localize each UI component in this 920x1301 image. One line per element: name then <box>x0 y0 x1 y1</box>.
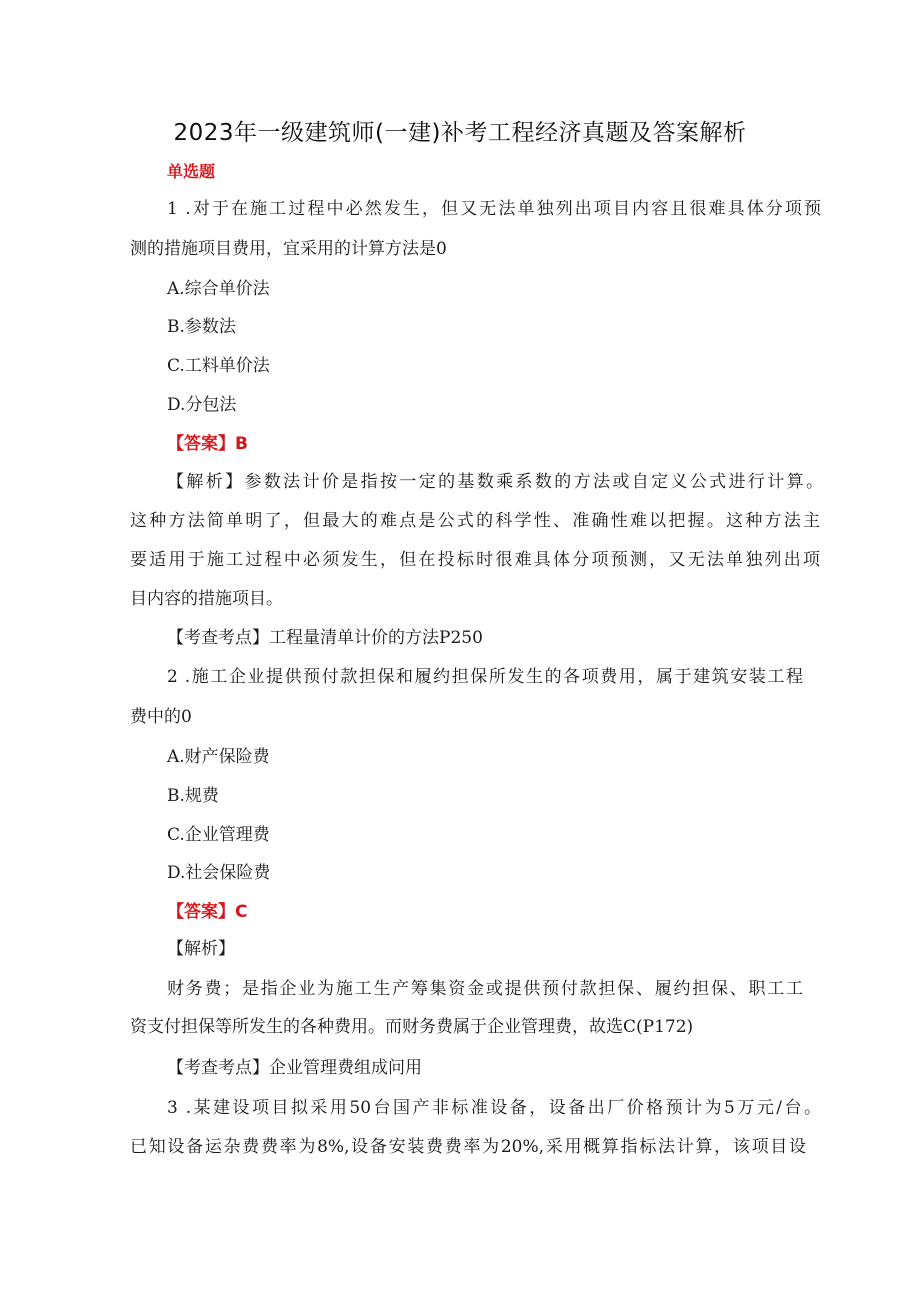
question-2-analysis-label: 【解析】 <box>167 939 235 959</box>
question-3-stem-line-2: 已知设备运杂费费率为8%,设备安装费费率为20%,采用概算指标法计算，该项目设 <box>130 1137 806 1157</box>
question-2-analysis-line-2: 资支付担保等所发生的各种费用。而财务费属于企业管理费，故选C(P172) <box>130 1017 694 1037</box>
question-2-answer: 【答案】C <box>167 902 248 922</box>
question-1-stem-line-1: 1 .对于在施工过程中必然发生，但又无法单独列出项目内容且很难具体分项预 <box>167 199 821 219</box>
question-2-option-b: B.规费 <box>167 786 219 806</box>
question-1-option-b: B.参数法 <box>167 317 236 337</box>
section-heading: 单选题 <box>167 162 216 181</box>
question-3-stem-line-1: 3 .某建设项目拟采用50台国产非标准设备，设备出厂价格预计为5万元/台。 <box>167 1098 821 1118</box>
question-2-option-a: A.财产保险费 <box>167 747 270 767</box>
question-2-option-d: D.社会保险费 <box>167 863 271 883</box>
question-1-exam-point: 【考查考点】工程量清单计价的方法P250 <box>167 628 483 648</box>
question-1-analysis-line-4: 目内容的措施项目。 <box>130 589 283 609</box>
question-2-analysis-line-1: 财务费；是指企业为施工生产筹集资金或提供预付款担保、履约担保、职工工 <box>167 979 803 999</box>
question-1-analysis-line-2: 这种方法简单明了，但最大的难点是公式的科学性、准确性难以把握。这种方法主 <box>130 511 820 531</box>
question-2-stem-line-2: 费中的0 <box>130 707 192 727</box>
document-title: 2023年一级建筑师(一建)补考工程经济真题及答案解析 <box>173 120 747 146</box>
question-2-exam-point: 【考查考点】企业管理费组成问用 <box>167 1058 422 1078</box>
question-1-answer: 【答案】B <box>167 434 248 454</box>
question-2-stem-line-1: 2 .施工企业提供预付款担保和履约担保所发生的各项费用，属于建筑安装工程 <box>167 667 803 687</box>
question-2-option-c: C.企业管理费 <box>167 825 270 845</box>
question-1-option-d: D.分包法 <box>167 395 237 415</box>
question-1-option-c: C.工料单价法 <box>167 356 270 376</box>
question-1-stem-line-2: 测的措施项目费用，宜采用的计算方法是0 <box>130 239 447 259</box>
question-1-option-a: A.综合单价法 <box>167 279 270 299</box>
question-1-analysis-line-1: 【解析】参数法计价是指按一定的基数乘系数的方法或自定义公式进行计算。 <box>167 472 823 492</box>
question-1-analysis-line-3: 要适用于施工过程中必须发生，但在投标时很难具体分项预测，又无法单独列出项 <box>130 550 820 570</box>
